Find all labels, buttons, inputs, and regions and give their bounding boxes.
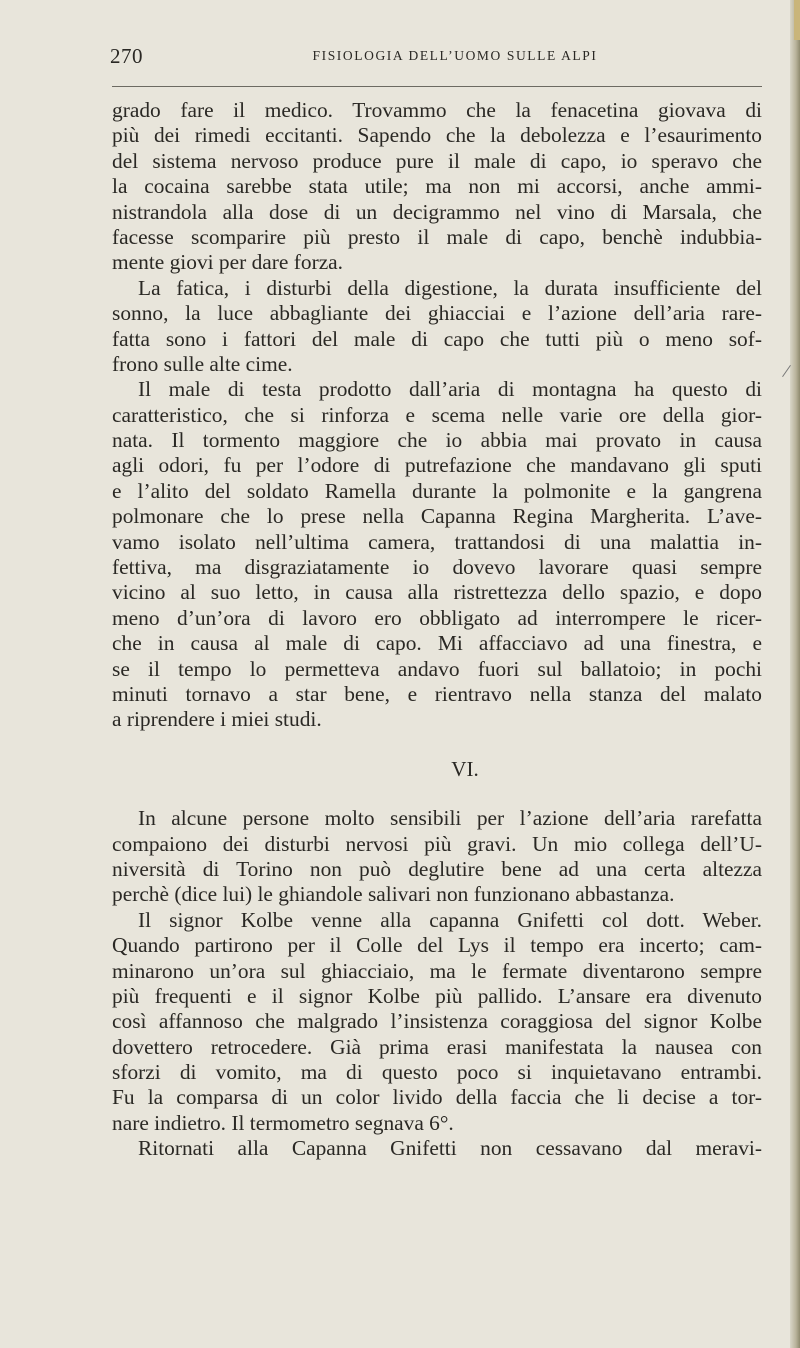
text-line: La fatica, i disturbi della digestione, la durata insufficiente del [138,275,762,300]
text-line: Fu la comparsa di un color livido della faccia che li decise a tor- [112,1085,762,1110]
text-line: In alcune persone molto sensibili per l’azione dell’aria rarefatta [138,806,762,831]
paragraph [112,1136,762,1161]
text-line: Il male di testa prodotto dall’aria di montagna ha questo di [138,377,762,402]
text-line: sonno, la luce abbagliante dei ghiacciai e l’azione dell’aria rare- [112,301,762,326]
text-line: e l’alito del soldato Ramella durante la polmonite e la gangrena [112,478,762,503]
text-line: più frequenti e il signor Kolbe più pallido. L’ansare era divenuto [112,983,762,1008]
text-line: niversità di Torino non può deglutire bene ad una certa altezza [112,856,762,881]
text-line: minuti tornavo a star bene, e rientravo nella stanza del malato [112,681,762,706]
text-line: del sistema nervoso produce pure il male di capo, io speravo che [112,148,762,173]
text-line: che in causa al male di capo. Mi affacciavo ad una finestra, e [112,631,762,656]
paragraph [112,908,762,1137]
text-line: dovettero retrocedere. Già prima erasi manifestata la nausea con [112,1034,762,1059]
text-line: grado fare il medico. Trovammo che la fenacetina giovava di [112,98,762,122]
text-line: nare indietro. Il termometro segnava 6°. [112,1110,454,1135]
text-line: più dei rimedi eccitanti. Sapendo che la debolezza e l’esaurimento [112,123,762,148]
page-number: 270 [110,44,143,68]
header-rule [112,86,762,87]
body-text [112,98,762,1162]
page-edge-tab [794,0,800,40]
text-line: frono sulle alte cime. [112,351,293,376]
text-line: Quando partirono per il Colle del Lys il tempo era incerto; cam- [112,933,762,958]
text-line: nistrandola alla dose di un decigrammo nel vino di Marsala, che [112,199,762,224]
text-line: vicino al suo letto, in causa alla ristrettezza dello spazio, e dopo [112,580,762,605]
text-line: a riprendere i miei studi. [112,707,322,732]
text-line: così affannoso che malgrado l’insistenza coraggiosa del signor Kolbe [112,1009,762,1034]
text-line: Il signor Kolbe venne alla capanna Gnifetti col dott. Weber. [138,907,762,932]
paragraph [112,276,762,378]
page-header [110,44,760,78]
paragraph [112,377,762,732]
text-line: meno d’un’ora di lavoro ero obbligato ad interrompere le ricer- [112,605,762,630]
text-line: la cocaina sarebbe stata utile; ma non mi accorsi, anche ammi- [112,174,762,199]
text-line: caratteristico, che si rinforza e scema nelle varie ore della gior- [112,402,762,427]
text-line: vamo isolato nell’ultima camera, trattandosi di una malattia in- [112,529,762,554]
running-head: FISIOLOGIA DELL’UOMO SULLE ALPI [312,48,598,63]
paragraph [112,98,762,276]
text-line: se il tempo lo permetteva andavo fuori sul ballatoio; in pochi [112,656,762,681]
section-heading: VI. [451,756,479,781]
text-line: polmonare che lo prese nella Capanna Regina Margherita. L’ave- [112,504,762,529]
text-line: Ritornati alla Capanna Gnifetti non cessavano dal meravi- [138,1136,762,1161]
text-line: fettiva, ma disgraziatamente io dovevo lavorare quasi sempre [112,555,762,580]
text-line: nata. Il tormento maggiore che io abbia mai provato in causa [112,428,762,453]
text-line: compaiono dei disturbi nervosi più gravi. Un mio collega dell’U- [112,831,762,856]
text-line: facesse scomparire più presto il male di capo, benchè indubbia- [112,224,762,249]
page-edge [790,0,800,1348]
text-line: sforzi di vomito, ma di questo poco si inquietavano entrambi. [112,1060,762,1085]
text-line: agli odori, fu per l’odore di putrefazione che mandavano gli sputi [112,453,762,478]
text-line: fatta sono i fattori del male di capo che tutti più o meno sof- [112,326,762,351]
paragraph [112,806,762,908]
text-line: minarono un’ora sul ghiacciaio, ma le fermate diventarono sempre [112,958,762,983]
text-line: mente giovi per dare forza. [112,250,344,275]
text-line: perchè (dice lui) le ghiandole salivari non funzionano abbastanza. [112,882,675,907]
